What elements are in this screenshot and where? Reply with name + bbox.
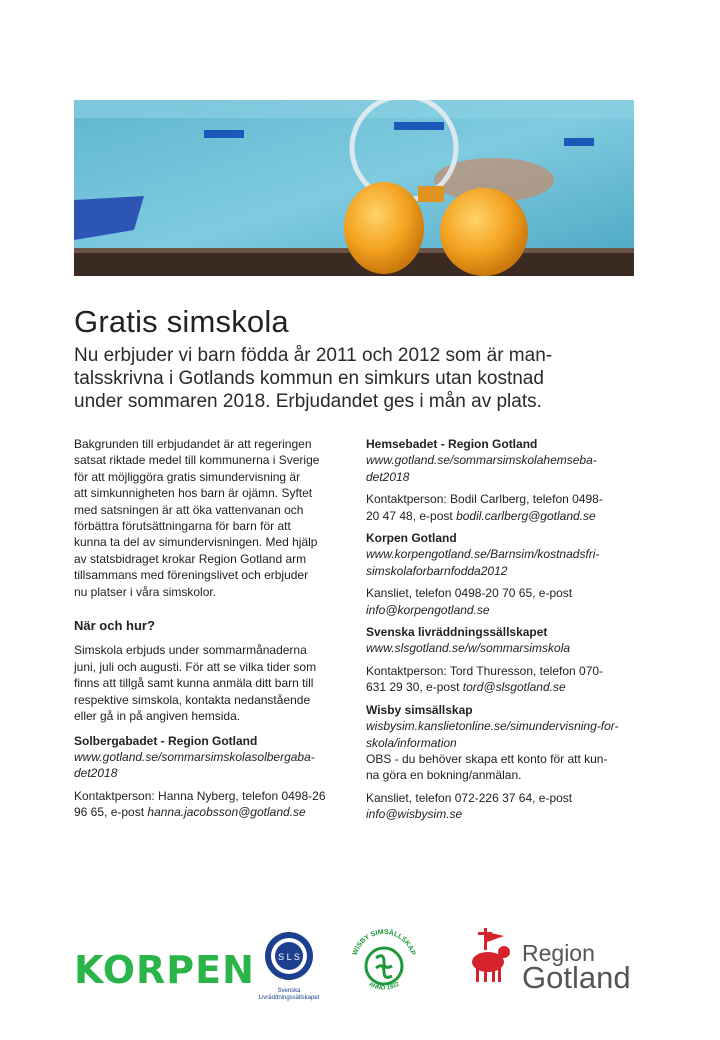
gotland-word: Gotland (522, 960, 631, 995)
sls-name: Svenska livräddningssällskapet (366, 625, 548, 640)
intro-line: med satsningen är att öka vattenvanan och (74, 502, 304, 517)
wisby-anno: ANNO 1922 (367, 981, 401, 992)
intro-line: för att möjliggöra gratis simundervisning är (74, 469, 301, 484)
solberga-contact-line2 (74, 804, 354, 820)
when-line: eller gå in på angiven hemsida. (74, 709, 241, 724)
intro-line: Bakgrunden till erbjudandet är att regeringen (74, 437, 312, 451)
lead-line: talsskrivna i Gotlands kommun en simkurs utan kostnad (74, 368, 544, 389)
solberga-url-cont[interactable]: det2018 (74, 766, 118, 781)
wisby-email[interactable]: info@wisbysim.se (366, 807, 463, 822)
intro-paragraph (74, 436, 354, 600)
korpen-email[interactable]: info@korpengotland.se (366, 602, 490, 617)
solberga-email[interactable]: hanna.jacobsson@gotland.se (147, 805, 306, 820)
wisby-note: OBS - du behöver skapa ett konto för att kun- (366, 751, 608, 766)
intro-line: satsat riktade medel till kommunerna i Sverige (74, 453, 320, 468)
region-gotland-logo (464, 920, 644, 1010)
intro-line: av statsbidraget krokar Region Gotland arm (74, 551, 307, 566)
sls-logo (256, 930, 322, 1002)
wisby-logo (346, 920, 422, 1011)
when-heading: När och hur? (74, 618, 155, 634)
solberga-name: Solbergabadet - Region Gotland (74, 733, 258, 748)
korpen-contact: Kansliet, telefon 0498-20 70 65, e-post (366, 586, 573, 601)
left-column (74, 436, 354, 821)
solberga-contact: Kontaktperson: Hanna Nyberg, telefon 0498-26 (74, 788, 326, 803)
intro-line: tillsammans med föreningslivet och erbjuder (74, 568, 309, 583)
intro-line: kunna ta del av simundervisningen. Med hjälp (74, 535, 318, 550)
lead-line: under sommaren 2018. Erbjudandet ges i mån av plats. (74, 391, 542, 412)
sls-block (366, 624, 656, 696)
when-line: finns att tillgå samt kunna anmäla ditt barn till (74, 676, 314, 691)
when-paragraph (74, 642, 354, 724)
intro-line: förbättra förutsättningarna för barn för att (74, 519, 291, 534)
intro-line: nu platser i våra simskolor. (74, 584, 217, 599)
korpen-logo: KORPEN (74, 948, 255, 992)
sls-contact: Kontaktperson: Tord Thuresson, telefon 070- (366, 663, 604, 678)
wisby-block (366, 702, 656, 823)
sls-caption-line: Livräddningssällskapet (258, 995, 320, 1001)
solberga-block (74, 733, 354, 821)
wisby-url-cont[interactable]: skola/information (366, 735, 457, 750)
sls-caption (256, 988, 322, 1002)
wisby-contact: Kansliet, telefon 072-226 37 64, e-post (366, 790, 573, 805)
wisby-note-cont: na göra en bokning/anmälan. (366, 768, 522, 783)
sls-letters: S L S (278, 952, 300, 962)
page-title: Gratis simskola (74, 304, 289, 339)
sls-contact-line2 (366, 679, 656, 695)
sls-caption-line: Svenska (277, 988, 301, 994)
hemse-block (366, 436, 656, 524)
solberga-contact-text: 96 65, e-post (74, 805, 148, 820)
intro-line: att simkunnigheten hos barn är ojämn. Syftet (74, 486, 313, 501)
korpen-url-cont[interactable]: simskolaforbarnfodda2012 (366, 563, 508, 578)
sls-email[interactable]: tord@slsgotland.se (462, 680, 566, 695)
swim-ring-photo (74, 100, 634, 276)
wisby-url[interactable]: wisbysim.kanslietonline.se/simundervisning-for- (366, 719, 619, 734)
hero-photo (74, 100, 634, 276)
korpen-url[interactable]: www.korpengotland.se/Barnsim/kostnadsfri- (366, 547, 600, 562)
lifebuoy-icon (263, 930, 315, 982)
region-word: Region (522, 940, 595, 966)
logo-row (0, 920, 720, 1020)
hemse-url[interactable]: www.gotland.se/sommarsimskolahemseba- (366, 453, 597, 468)
hemse-contact-line2 (366, 508, 656, 524)
korpen-name: Korpen Gotland (366, 531, 457, 546)
wisby-arc-text: WISBY SIMSÄLLSKAP (351, 928, 417, 957)
hemse-contact-text: 20 47 48, e-post (366, 508, 457, 523)
when-line: respektive simskola, kontakta nedanstående (74, 692, 311, 707)
wisby-name: Wisby simsällskap (366, 702, 473, 717)
hemse-email[interactable]: bodil.carlberg@gotland.se (456, 508, 596, 523)
hemse-url-cont[interactable]: det2018 (366, 469, 410, 484)
sls-url[interactable]: www.slsgotland.se/w/sommarsimskola (366, 641, 571, 656)
right-column (366, 436, 656, 823)
when-line: juni, juli och augusti. För att se vilka tider som (74, 659, 317, 674)
lead-paragraph (74, 344, 574, 413)
sls-contact-text: 631 29 30, e-post (366, 680, 463, 695)
when-line: Simskola erbjuds under sommarmånaderna (74, 643, 307, 658)
wisby-emblem-icon (346, 920, 422, 1006)
hemse-contact: Kontaktperson: Bodil Carlberg, telefon 0498- (366, 492, 603, 507)
lead-line: Nu erbjuder vi barn födda år 2011 och 2012 som är man- (74, 345, 553, 366)
korpen-block (366, 530, 656, 618)
solberga-url[interactable]: www.gotland.se/sommarsimskolasolbergaba- (74, 749, 315, 764)
hemse-name: Hemsebadet - Region Gotland (366, 437, 538, 451)
gotland-ram-icon (464, 924, 520, 988)
